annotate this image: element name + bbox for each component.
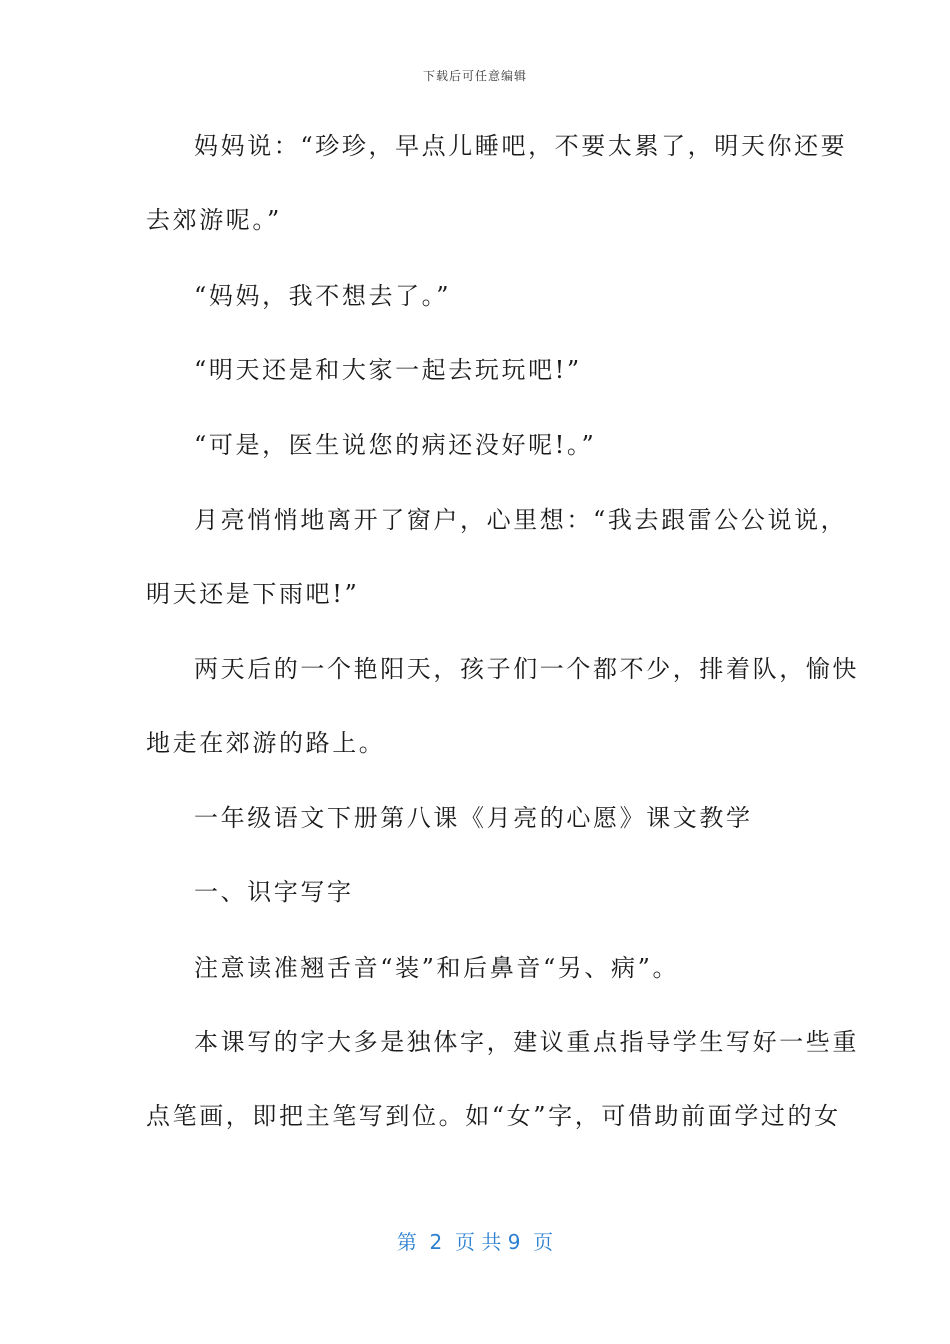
header-note: 下载后可任意编辑	[422, 69, 527, 83]
text-line: 去郊游呢。”	[146, 206, 282, 234]
text-line: 妈妈说：“珍珍，早点儿睡吧，不要太累了，明天你还要	[194, 132, 848, 160]
text-line: “妈妈，我不想去了。”	[194, 282, 452, 310]
text-line: “明天还是和大家一起去玩玩吧!”	[194, 356, 582, 384]
text-line: 两天后的一个艳阳天，孩子们一个都不少，排着队，愉快	[194, 655, 859, 683]
text-line: 注意读准翘舌音“装”和后鼻音“另、病”。	[194, 954, 680, 982]
text-line: 一年级语文下册第八课《月亮的心愿》课文教学	[194, 804, 753, 832]
page-number: 第 2 页 共 9 页	[396, 1230, 554, 1254]
text-line: 点笔画，即把主笔写到位。如“女”字，可借助前面学过的女	[146, 1102, 841, 1130]
text-line: 本课写的字大多是独体字，建议重点指导学生写好一些重	[194, 1028, 859, 1056]
text-line: “可是，医生说您的病还没好呢!。”	[194, 431, 597, 459]
text-line: 一、识字写字	[194, 878, 354, 906]
text-line: 地走在郊游的路上。	[146, 729, 386, 757]
text-line: 明天还是下雨吧!”	[146, 580, 360, 608]
text-line: 月亮悄悄地离开了窗户，心里想：“我去跟雷公公说说，	[194, 506, 848, 534]
